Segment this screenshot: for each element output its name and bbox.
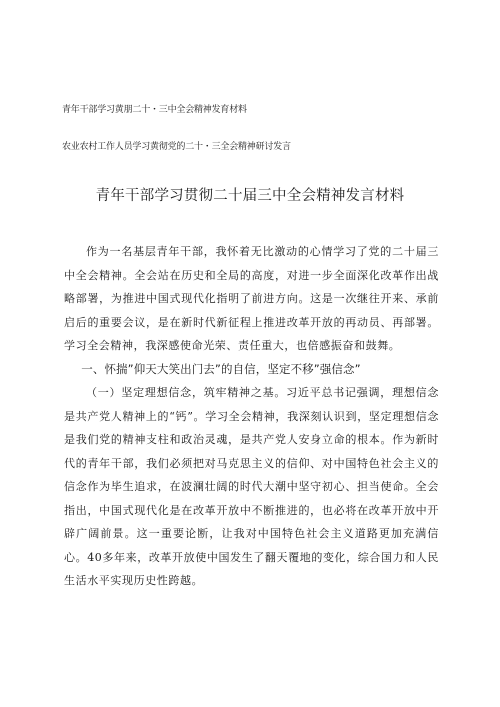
document-heading-1: 青年干部学习黄朋二十・三中全会精神发育材料 [62, 105, 247, 115]
intro-paragraph: 作为一名基层青年干部，我怀着无比激动的心情学习了党的二十届三中全会精神。全会站在历史和全局的高度，对进一步全面深化改革作出战略部署，为推进中国式现代化指明了前进方向。这是一次继往开来、承前启后的重要会议，是在新时代新征程上推进改革开放的再动员、再部署。学习全会精神，我深感使命光荣、责任重大，也倍感振奋和鼓舞。 [64, 245, 439, 352]
document-heading-2: 农业农村工作人员学习黄彻党的二十・三全会精神研讨发言 [62, 142, 291, 152]
section-heading: 一、怀揣”仰天大笑出门去”的自信，坚定不移”强信念” [81, 361, 361, 376]
document-body [64, 240, 439, 593]
page-title: 青年干部学习贯彻二十届三中全会精神发言材料 [95, 188, 405, 204]
section-paragraph: （一）坚定理想信念，筑牢精神之基。习近平总书记强调，理想信念是共产党人精神上的“钙”。学习全会精神，我深刻认识到，坚定理想信念是我们党的精神支柱和政治灵魂，是共产党人安身立命的根本。作为新时代的青年干部，我们必须把对马克思主义的信仰、对中国特色社会主义的信念作为毕生追求，在波澜壮阔的时代大潮中坚守初心、担当使命。全会指出，中国式现代化是在改革开放中不断推进的，也必将在改革开放中开辟广阔前景。这一重要论断，让我对中国特色社会主义道路更加充满信心。40多年来，改革开放使中国发生了翻天覆地的变化，综合国力和人民生活水平实现历史性跨越。 [64, 386, 439, 587]
